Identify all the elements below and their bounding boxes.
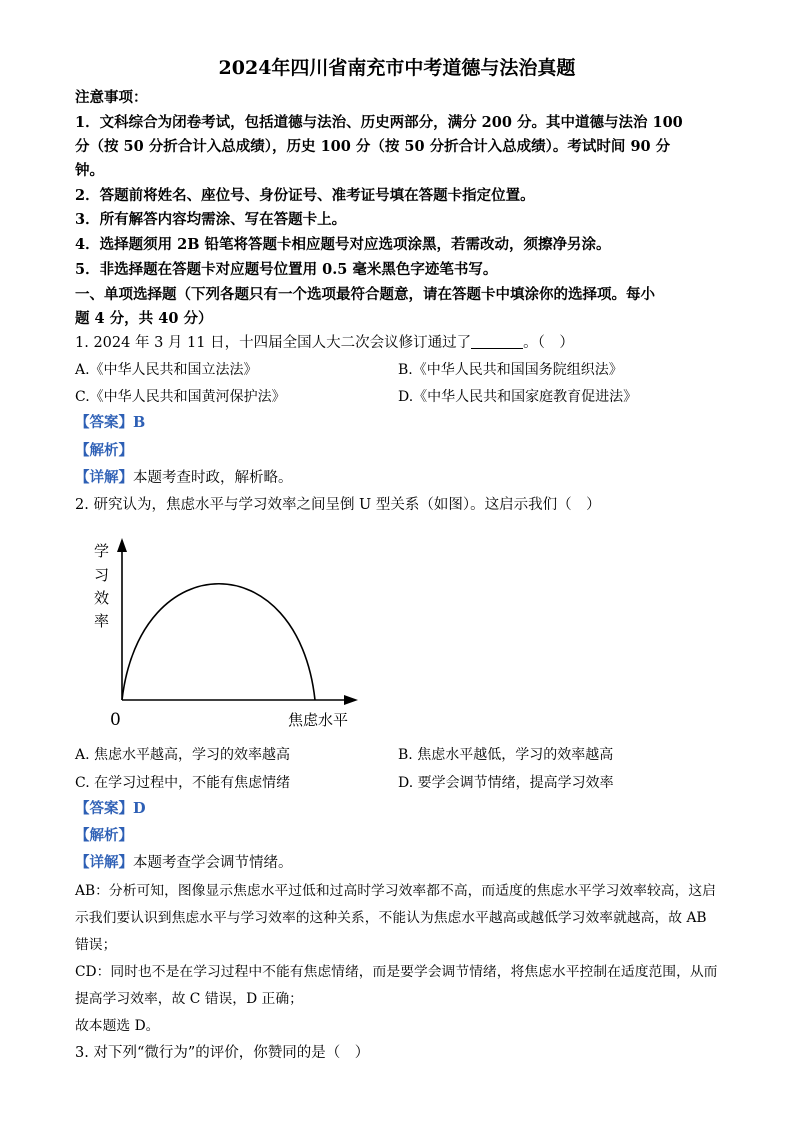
question-3-stem: 3. 对下列“微行为”的评价，你赞同的是（ ） (75, 1045, 370, 1061)
notice-line-6: 4．选择题须用 2B 铅笔将答题卡相应题号对应选项涂黑，若需改动，须擦净另涂。 (75, 236, 611, 253)
section-heading-line-2: 题 4 分，共 40 分） (75, 310, 213, 327)
section-heading-line-1: 一、单项选择题（下列各题只有一个选项最符合题意，请在答题卡中填涂你的选择项。每小 (75, 286, 655, 303)
x-axis-label: 焦虑水平 (288, 711, 349, 729)
explain-line-1: AB：分析可知，图像显示焦虑水平过低和过高时学习效率都不高，而适度的焦虑水平学习效率较高，这启 (75, 883, 716, 899)
detail-label: 【详解】 (75, 854, 133, 871)
explain-line-6: 故本题选 D。 (75, 1018, 160, 1034)
y-axis-arrow (117, 538, 127, 552)
question-2-answer: 【答案】D (75, 800, 146, 817)
question-1-option-a: A.《中华人民共和国立法法》 (75, 362, 258, 378)
y-axis-label-char-3: 效 (94, 589, 110, 607)
question-1-option-c: C.《中华人民共和国黄河保护法》 (75, 389, 286, 405)
question-1-analysis: 【解析】 (75, 442, 133, 459)
y-axis-label-char-1: 学 (94, 542, 110, 560)
question-2-option-d: D. 要学会调节情绪，提高学习效率 (398, 775, 614, 791)
question-1-answer: 【答案】B (75, 414, 146, 431)
notice-line-3: 钟。 (75, 162, 104, 179)
notice-heading: 注意事项： (75, 89, 148, 106)
x-axis-arrow (344, 695, 358, 705)
question-1-stem-tail: 。（ ） (523, 335, 574, 351)
notice-line-4: 2．答题前将姓名、座位号、身份证号、准考证号填在答题卡指定位置。 (75, 187, 535, 204)
notice-line-5: 3．所有解答内容均需涂、写在答题卡上。 (75, 211, 347, 228)
question-1-option-b: B.《中华人民共和国国务院组织法》 (398, 362, 623, 378)
question-1-option-d: D.《中华人民共和国家庭教育促进法》 (398, 389, 638, 405)
inverted-u-curve (122, 584, 315, 700)
question-2-detail-text: 本题考查学会调节情绪。 (133, 855, 293, 871)
question-2-option-b: B. 焦虑水平越低，学习的效率越高 (398, 747, 614, 763)
explain-line-5: 提高学习效率，故 C 错误，D 正确； (75, 991, 303, 1007)
question-2-option-c: C. 在学习过程中，不能有焦虑情绪 (75, 775, 291, 791)
notice-line-2: 分（按 50 分折合计入总成绩），历史 100 分（按 50 分折合计入总成绩）。考试时间 90 分 (75, 138, 671, 155)
y-axis-label-char-2: 习 (94, 566, 110, 584)
question-1-stem-text: 1. 2024 年 3 月 11 日，十四届全国人大二次会议修订通过了 (75, 335, 472, 351)
question-2-analysis: 【解析】 (75, 827, 133, 844)
page-title: 2024年四川省南充市中考道德与法治真题 (218, 57, 576, 79)
question-2-detail (75, 853, 293, 873)
explain-line-3: 错误； (75, 937, 117, 953)
notice-line-7: 5．非选择题在答题卡对应题号位置用 0.5 毫米黑色字迹笔书写。 (75, 261, 498, 278)
question-1-detail-text: 本题考查时政，解析略。 (133, 470, 293, 486)
question-2-option-a: A. 焦虑水平越高，学习的效率越高 (75, 747, 291, 763)
notice-line-1: 1．文科综合为闭卷考试，包括道德与法治、历史两部分，满分 200 分。其中道德与法治 100 (75, 114, 683, 131)
origin-label: 0 (110, 710, 121, 730)
explain-line-2: 示我们要认识到焦虑水平与学习效率的这种关系，不能认为焦虑水平越高或越低学习效率就越高，故 AB (75, 910, 707, 926)
detail-label: 【详解】 (75, 469, 133, 486)
explain-line-4: CD：同时也不是在学习过程中不能有焦虑情绪，而是要学会调节情绪，将焦虑水平控制在适度范围，从而 (75, 964, 718, 980)
question-2-stem: 2. 研究认为，焦虑水平与学习效率之间呈倒 U 型关系（如图）。这启示我们（ ） (75, 497, 601, 513)
y-axis-label-char-4: 率 (94, 612, 110, 630)
